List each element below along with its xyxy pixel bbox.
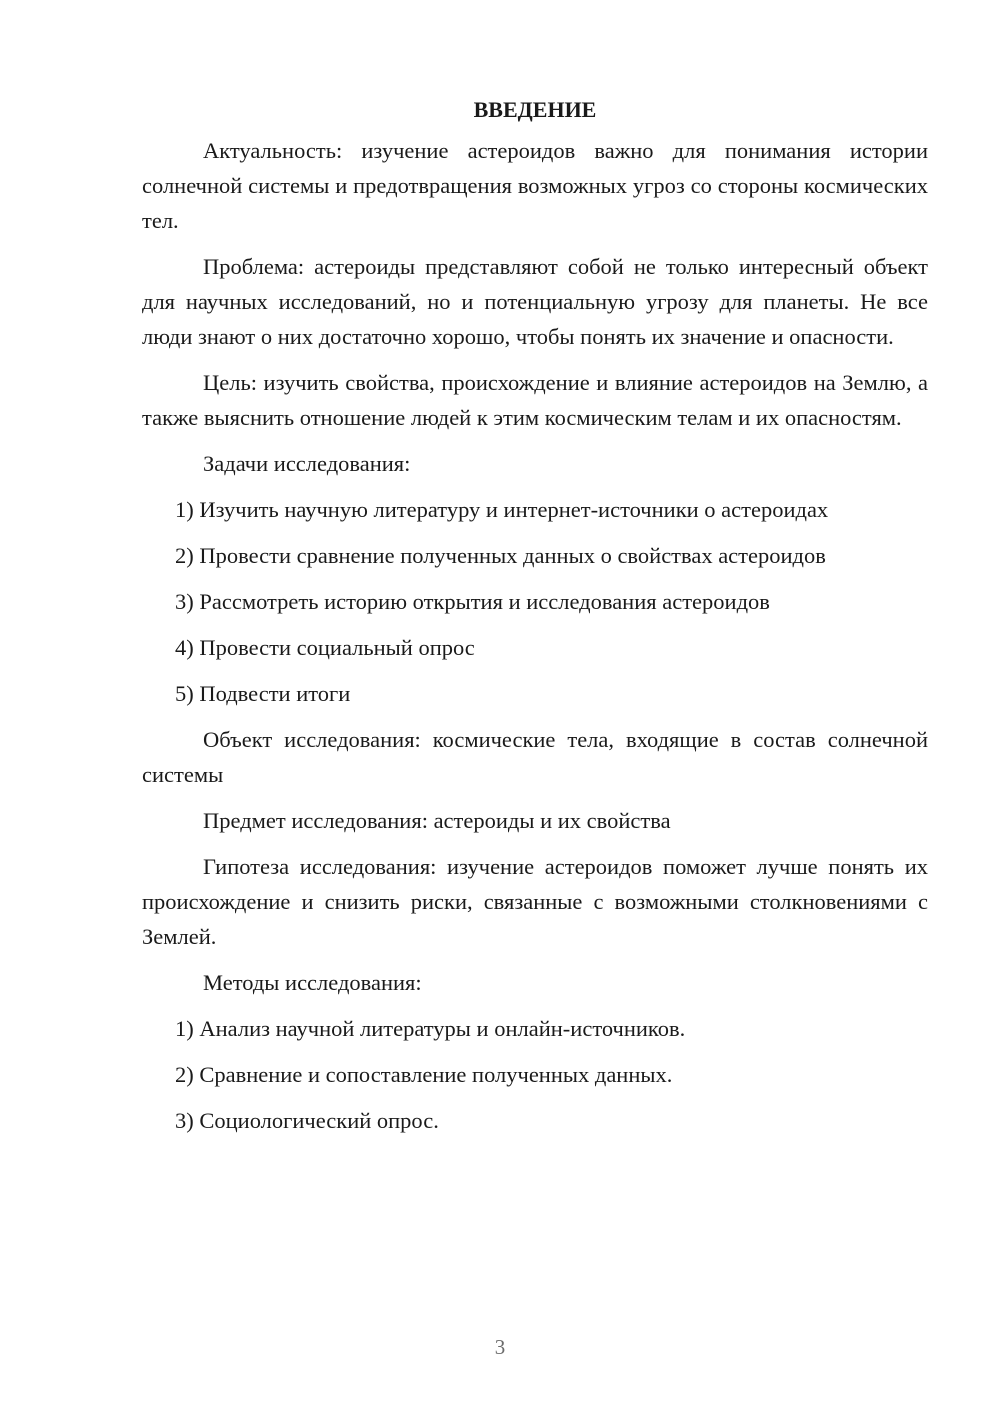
tasks-list [142, 492, 928, 711]
object-paragraph: Объект исследования: космические тела, входящие в состав солнечной системы [142, 727, 928, 787]
subject-line: Предмет исследования: астероиды и их свойства [203, 808, 671, 833]
list-item: 5) Подвести итоги [175, 681, 351, 706]
list-item: 2) Сравнение и сопоставление полученных данных. [175, 1062, 673, 1087]
methods-list [142, 1011, 928, 1138]
list-item: 1) Изучить научную литературу и интернет-источники о астероидах [175, 497, 829, 522]
page-content [142, 92, 928, 1149]
list-item: 3) Рассмотреть историю открытия и исследования астероидов [175, 589, 770, 614]
section-title: ВВЕДЕНИЕ [473, 97, 597, 122]
problem-paragraph: Проблема: астероиды представляют собой не только интересный объект для научных исследований, но и потенциальную угрозу для планеты. Не все люди знают о них достаточно хорошо, чтобы понять их значение и опасности. [142, 254, 928, 349]
list-item: 4) Провести социальный опрос [175, 635, 475, 660]
list-item: 2) Провести сравнение полученных данных о свойствах астероидов [175, 543, 826, 568]
page-number: 3 [494, 1335, 506, 1359]
relevance-paragraph: Актуальность: изучение астероидов важно для понимания истории солнечной системы и предотвращения возможных угроз со стороны космических тел. [142, 138, 928, 233]
hypothesis-paragraph: Гипотеза исследования: изучение астероидов поможет лучше понять их происхождение и снизить риски, связанные с возможными столкновениями с Землей. [142, 854, 928, 949]
tasks-heading: Задачи исследования: [203, 451, 411, 476]
methods-heading: Методы исследования: [203, 970, 422, 995]
list-item: 1) Анализ научной литературы и онлайн-источников. [175, 1016, 686, 1041]
goal-paragraph: Цель: изучить свойства, происхождение и влияние астероидов на Землю, а также выяснить отношение людей к этим космическим телам и их опасностям. [142, 370, 928, 430]
list-item: 3) Социологический опрос. [175, 1108, 439, 1133]
